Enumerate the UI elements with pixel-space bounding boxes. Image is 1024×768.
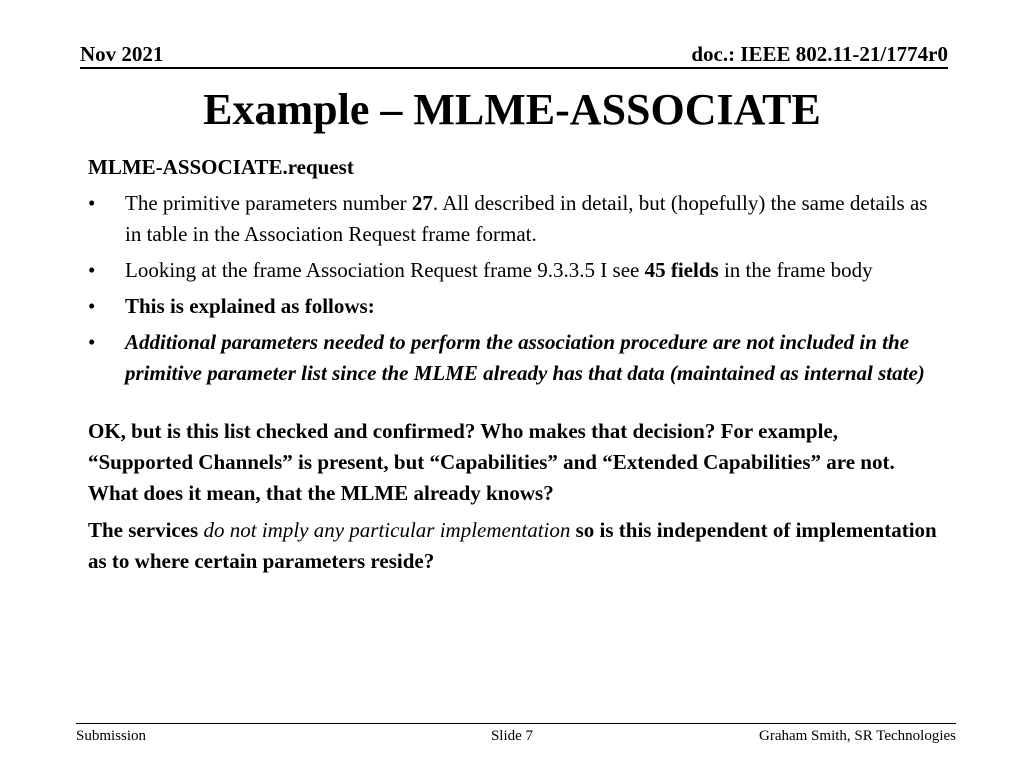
paragraph-text: so is this independent of implementation as to where certain parameters reside? <box>88 518 937 573</box>
bullet-marker: • <box>88 330 96 354</box>
slide-title: Example – MLME-ASSOCIATE <box>203 85 821 134</box>
bullet-text-bold: This is explained as follows: <box>125 294 375 318</box>
spacer <box>88 389 948 416</box>
bullet-marker: • <box>88 294 96 318</box>
bullet-text-bold-italic: Additional parameters needed to perform the association procedure are not included in the primitive parameter list since the MLME already has that data (maintained as internal state) <box>125 330 925 385</box>
bullet-text-bold: 45 fields <box>644 258 719 282</box>
slide-body <box>88 152 948 577</box>
footer-author: Graham Smith, SR Technologies <box>759 728 956 744</box>
bullet-text: Looking at the frame Association Request frame 9.3.3.5 I see <box>125 258 645 282</box>
header-doc-id: doc.: IEEE 802.11-21/1774r0 <box>691 42 948 66</box>
footer-submission: Submission <box>76 728 147 744</box>
header-date: Nov 2021 <box>80 42 164 66</box>
bullet-item <box>88 327 948 389</box>
footer-divider <box>76 723 956 724</box>
paragraph-text-italic: do not imply any particular implementation <box>203 518 571 542</box>
bullet-item <box>88 255 948 286</box>
paragraph-text: The services <box>88 518 204 542</box>
bullet-text: in the frame body <box>718 258 873 282</box>
bullet-item <box>88 291 948 322</box>
bullet-text-bold: 27 <box>411 191 433 215</box>
paragraph <box>88 515 948 577</box>
footer-slide-number: Slide 7 <box>490 728 534 744</box>
header-divider <box>80 67 948 69</box>
bullet-text: . All described in detail, but (hopefully) the same details as in table in the Association Request frame format. <box>125 191 928 246</box>
bullet-marker: • <box>88 258 96 282</box>
bullet-marker: • <box>88 191 96 215</box>
subheading: MLME-ASSOCIATE.request <box>88 155 354 179</box>
bullet-text: The primitive parameters number <box>125 191 412 215</box>
paragraph: OK, but is this list checked and confirmed? Who makes that decision? For example, “Supported Channels” is present, but “Capabilities” and “Extended Capabilities” are not. What does it mean, that the MLME already knows? <box>88 419 895 505</box>
bullet-item <box>88 188 948 250</box>
